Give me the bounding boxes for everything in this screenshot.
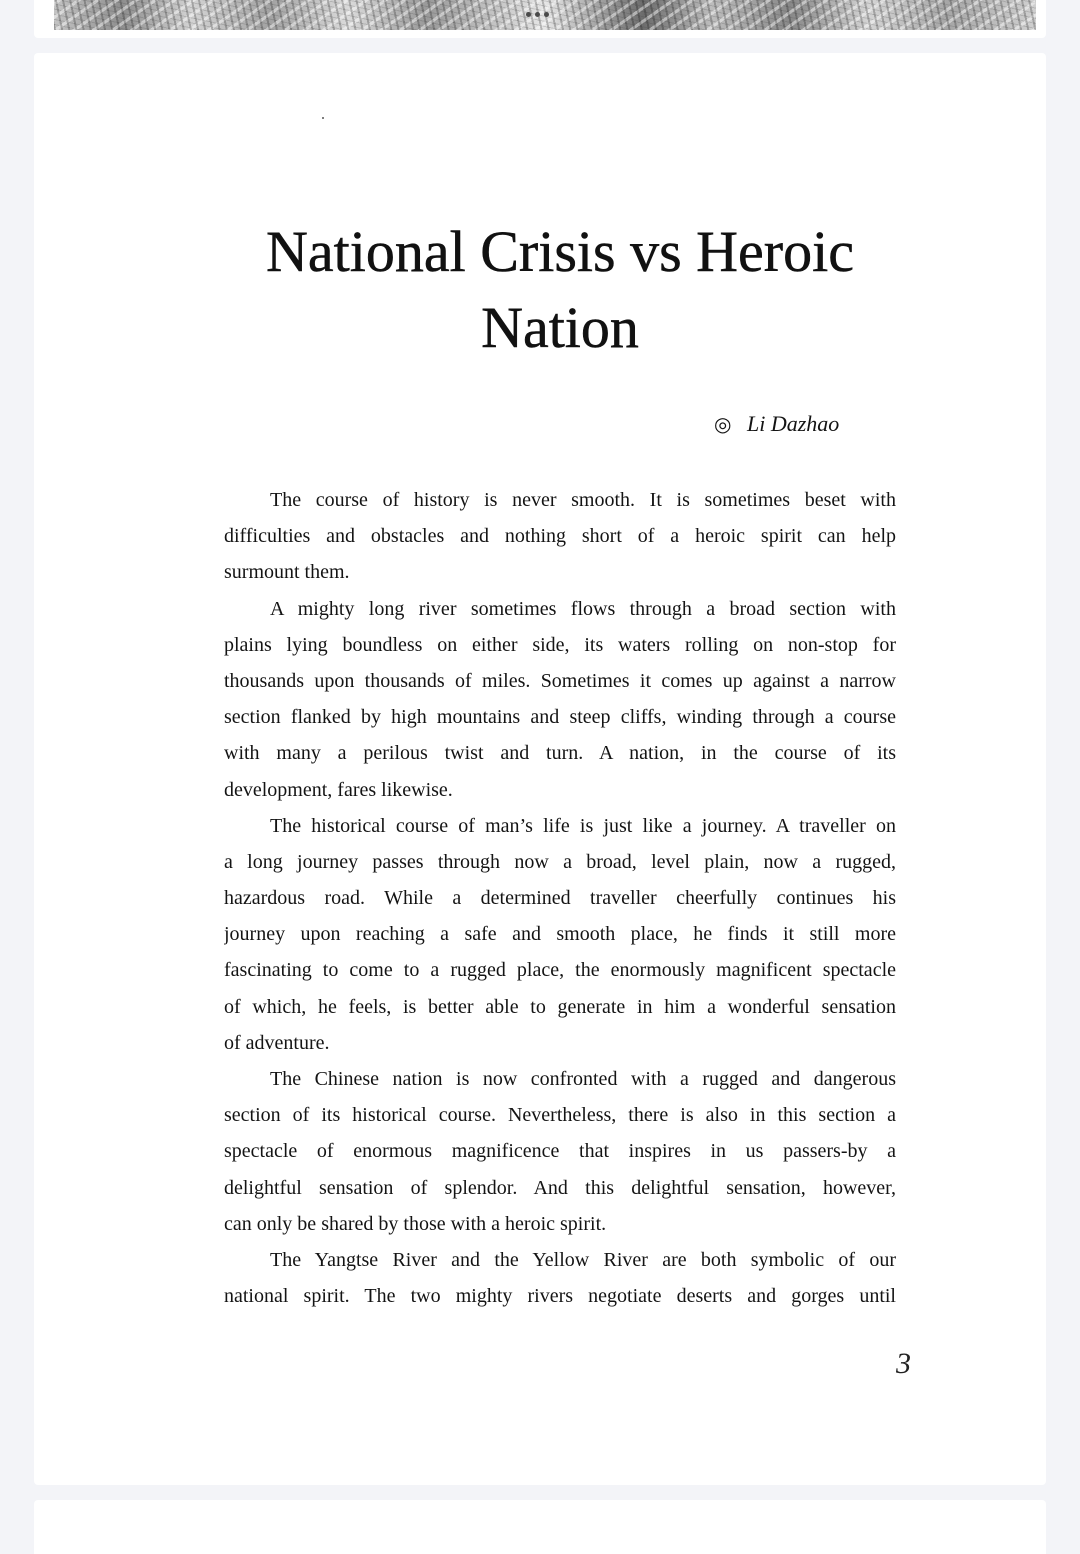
- paragraph: [224, 1061, 896, 1242]
- text-line: national spirit. The two mighty rivers negotiate deserts and gorges until: [224, 1285, 896, 1308]
- text-line: of which, he feels, is better able to generate in him a wonderful sensation: [224, 995, 896, 1018]
- text-line: A mighty long river sometimes flows through a broad section with: [270, 597, 896, 620]
- text-line: development, fares likewise.: [224, 778, 453, 801]
- text-line: difficulties and obstacles and nothing short of a heroic spirit can help: [224, 525, 896, 548]
- text-line: hazardous road. While a determined traveller cheerfully continues his: [224, 887, 896, 910]
- page-3[interactable]: [34, 53, 1046, 1485]
- bullseye-icon: ◎: [714, 412, 732, 436]
- text-line: can only be shared by those with a heroic spirit.: [224, 1212, 607, 1235]
- scan-speck: [322, 117, 324, 119]
- text-line: delightful sensation of splendor. And this delightful sensation, however,: [224, 1176, 896, 1199]
- paragraph: [224, 591, 896, 808]
- dot-icon: [526, 12, 531, 17]
- text-line: spectacle of enormous magnificence that inspires in us passers-by a: [224, 1140, 896, 1163]
- title-line: National Crisis vs Heroic: [266, 219, 854, 284]
- dot-icon: [535, 12, 540, 17]
- text-line: journey upon reaching a safe and smooth place, he finds it still more: [224, 923, 896, 946]
- text-line: section of its historical course. Nevertheless, there is also in this section a: [224, 1104, 896, 1127]
- text-line: surmount them.: [224, 561, 350, 584]
- paragraph: [224, 1242, 896, 1314]
- text-line: section flanked by high mountains and steep cliffs, winding through a course: [224, 706, 896, 729]
- text-line: fascinating to come to a rugged place, the enormously magnificent spectacle: [224, 959, 896, 982]
- text-line: The historical course of man’s life is just like a journey. A traveller on: [270, 814, 896, 837]
- title-line: Nation: [481, 295, 639, 360]
- author-name: Li Dazhao: [747, 411, 840, 436]
- page-number: 3: [896, 1347, 911, 1380]
- text-line: thousands upon thousands of miles. Sometimes it comes up against a narrow: [224, 669, 896, 692]
- article-title: [224, 214, 896, 366]
- text-line: a long journey passes through now a broad, level plain, now a rugged,: [224, 850, 896, 873]
- text-line: The Yangtse River and the Yellow River are both symbolic of our: [270, 1248, 896, 1271]
- article-body: [224, 482, 896, 1314]
- paragraph: [224, 808, 896, 1061]
- text-line: of adventure.: [224, 1031, 330, 1054]
- dot-icon: [544, 12, 549, 17]
- next-page[interactable]: [34, 1500, 1046, 1554]
- previous-page[interactable]: [34, 0, 1046, 38]
- text-line: with many a perilous twist and turn. A nation, in the course of its: [224, 742, 896, 765]
- text-line: The course of history is never smooth. It is sometimes beset with: [270, 489, 896, 511]
- text-line: plains lying boundless on either side, its waters rolling on non-stop for: [224, 633, 896, 656]
- paragraph: [224, 482, 896, 591]
- more-dots-icon: [524, 12, 552, 19]
- text-line: The Chinese nation is now confronted with a rugged and dangerous: [270, 1068, 896, 1090]
